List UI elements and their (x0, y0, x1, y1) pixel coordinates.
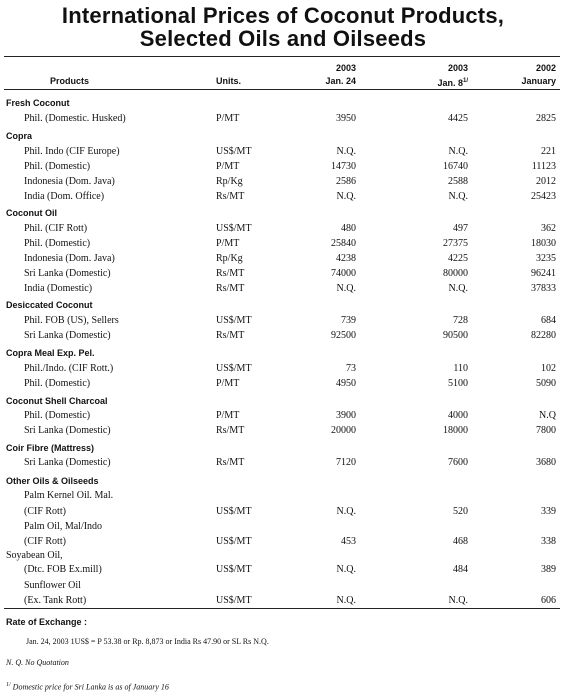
value-2003-jan24: 4238 (336, 253, 356, 264)
category-label: Coconut Oil (6, 208, 57, 218)
unit-cell: Rs/MT (216, 457, 245, 468)
product-name: Palm Oil, Mal/Indo (24, 521, 103, 532)
unit-cell: P/MT (216, 161, 240, 172)
value-2003-jan24: 2586 (336, 176, 356, 187)
value-2003-jan24: 3950 (336, 113, 356, 124)
value-2003-jan24: 92500 (331, 330, 356, 341)
value-2003-jan24: 25840 (331, 238, 356, 249)
no-quotation-note: N. Q. No Quotation (6, 658, 69, 667)
category-label: Other Oils & Oilseeds (6, 476, 99, 486)
unit-cell: Rs/MT (216, 191, 245, 202)
value-2003-jan24: N.Q. (336, 146, 356, 157)
product-name: Sri Lanka (Domestic) (24, 425, 111, 436)
product-name: Phil. (CIF Rott) (24, 223, 88, 234)
value-2002-jan: 37833 (531, 283, 556, 294)
product-name: (CIF Rott) (24, 506, 66, 517)
value-2003-jan24: N.Q. (336, 564, 356, 575)
unit-cell: Rs/MT (216, 283, 245, 294)
unit-cell: P/MT (216, 410, 240, 421)
header-col3-year: 2002 (535, 63, 556, 73)
header-col2-footnote-mark: 1/ (462, 78, 468, 84)
value-2003-jan24: N.Q. (336, 283, 356, 294)
value-2003-jan8: 484 (453, 564, 468, 575)
value-2002-jan: 7800 (536, 425, 556, 436)
unit-cell: Rs/MT (216, 268, 245, 279)
title-line-2: Selected Oils and Oilseeds (139, 26, 427, 51)
unit-cell: US$/MT (216, 363, 252, 374)
unit-cell: US$/MT (216, 564, 252, 575)
header-col3-date: January (521, 76, 556, 86)
product-name: Phil./Indo. (CIF Rott.) (24, 363, 114, 374)
value-2003-jan24: 14730 (331, 161, 356, 172)
product-name: (Dtc. FOB Ex.mill) (24, 564, 102, 575)
value-2003-jan24: 20000 (331, 425, 356, 436)
value-2002-jan: 362 (541, 223, 556, 234)
unit-cell: US$/MT (216, 146, 252, 157)
value-2003-jan24: 73 (346, 363, 356, 374)
category-label: Copra (6, 131, 33, 141)
unit-cell: US$/MT (216, 595, 252, 606)
value-2002-jan: 221 (541, 146, 556, 157)
footnote-text: Domestic price for Sri Lanka is as of January 16 (12, 682, 169, 692)
product-name: Palm Kernel Oil. Mal. (24, 490, 114, 501)
header-products: Products (50, 76, 90, 86)
product-name: Sri Lanka (Domestic) (24, 457, 111, 468)
category-label: Desiccated Coconut (6, 300, 93, 310)
value-2003-jan8: 90500 (443, 330, 468, 341)
value-2003-jan24: 7120 (336, 457, 356, 468)
unit-cell: US$/MT (216, 315, 252, 326)
value-2002-jan: 2012 (536, 176, 556, 187)
product-name: Sunflower Oil (24, 580, 81, 591)
value-2002-jan: 11123 (531, 161, 556, 172)
value-2002-jan: 3235 (536, 253, 556, 264)
footnote (6, 680, 169, 693)
category-label: Copra Meal Exp. Pel. (6, 348, 95, 358)
value-2003-jan8: 468 (453, 536, 468, 547)
value-2003-jan8: N.Q. (448, 283, 468, 294)
unit-cell: P/MT (216, 113, 240, 124)
unit-cell: US$/MT (216, 506, 252, 517)
value-2003-jan24: N.Q. (336, 191, 356, 202)
header-top-rule (4, 56, 560, 57)
value-2003-jan8: N.Q. (448, 191, 468, 202)
value-2003-jan8: 728 (453, 315, 468, 326)
value-2003-jan24: N.Q. (336, 506, 356, 517)
value-2003-jan24: 3900 (336, 410, 356, 421)
page-title (0, 4, 566, 50)
value-2002-jan: 389 (541, 564, 556, 575)
title-line-1: International Prices of Coconut Products, (61, 3, 505, 28)
value-2002-jan: 5090 (536, 378, 556, 389)
product-name: Sri Lanka (Domestic) (24, 330, 111, 341)
value-2003-jan8: 16740 (443, 161, 468, 172)
value-2002-jan: N.Q (539, 410, 556, 421)
product-name: Indonesia (Dom. Java) (24, 253, 115, 264)
category-label: Coir Fibre (Mattress) (6, 443, 95, 453)
exchange-heading: Rate of Exchange : (6, 617, 88, 627)
product-name: Soyabean Oil, (6, 550, 63, 561)
value-2003-jan8: 110 (453, 363, 468, 374)
value-2002-jan: 82280 (531, 330, 556, 341)
value-2003-jan8: 7600 (448, 457, 468, 468)
value-2003-jan24: 739 (341, 315, 356, 326)
value-2003-jan8: 497 (453, 223, 468, 234)
header-col2-date (408, 76, 468, 89)
product-name: Sri Lanka (Domestic) (24, 268, 111, 279)
product-name: (Ex. Tank Rott) (24, 595, 87, 606)
unit-cell: US$/MT (216, 536, 252, 547)
product-name: (CIF Rott) (24, 536, 66, 547)
unit-cell: US$/MT (216, 223, 252, 234)
value-2003-jan8: 18000 (443, 425, 468, 436)
category-label: Fresh Coconut (6, 98, 70, 108)
value-2003-jan24: 4950 (336, 378, 356, 389)
value-2003-jan8: 4225 (448, 253, 468, 264)
value-2002-jan: 96241 (531, 268, 556, 279)
value-2003-jan8: 80000 (443, 268, 468, 279)
value-2003-jan8: N.Q. (448, 595, 468, 606)
value-2002-jan: 102 (541, 363, 556, 374)
value-2003-jan8: 27375 (443, 238, 468, 249)
unit-cell: Rs/MT (216, 330, 245, 341)
unit-cell: P/MT (216, 238, 240, 249)
header-col2-year: 2003 (447, 63, 468, 73)
header-col1-year: 2003 (335, 63, 356, 73)
product-name: Phil. (Domestic) (24, 161, 91, 172)
product-name: Phil. (Domestic) (24, 410, 91, 421)
value-2003-jan24: N.Q. (336, 595, 356, 606)
product-name: India (Domestic) (24, 283, 93, 294)
product-name: India (Dom. Office) (24, 191, 105, 202)
value-2002-jan: 3680 (536, 457, 556, 468)
value-2003-jan24: 74000 (331, 268, 356, 279)
product-name: Indonesia (Dom. Java) (24, 176, 115, 187)
product-name: Phil. (Domestic) (24, 238, 91, 249)
category-label: Coconut Shell Charcoal (6, 396, 108, 406)
header-bottom-rule (4, 89, 560, 90)
product-name: Phil. FOB (US), Sellers (24, 315, 119, 326)
value-2002-jan: 2825 (536, 113, 556, 124)
table-bottom-rule (4, 608, 560, 609)
value-2002-jan: 25423 (531, 191, 556, 202)
value-2003-jan8: 4425 (448, 113, 468, 124)
value-2002-jan: 339 (541, 506, 556, 517)
value-2002-jan: 684 (541, 315, 556, 326)
unit-cell: Rp/Kg (216, 253, 243, 264)
value-2003-jan24: 453 (341, 536, 356, 547)
header-col2-date-text: Jan. 8 (437, 78, 463, 88)
value-2003-jan24: 480 (341, 223, 356, 234)
product-name: Phil. Indo (CIF Europe) (24, 146, 120, 157)
header-units: Units. (216, 76, 242, 86)
unit-cell: P/MT (216, 378, 240, 389)
footnote-mark: 1/ (6, 682, 11, 688)
value-2002-jan: 606 (541, 595, 556, 606)
value-2003-jan8: 5100 (448, 378, 468, 389)
unit-cell: Rs/MT (216, 425, 245, 436)
value-2003-jan8: 520 (453, 506, 468, 517)
value-2003-jan8: 2588 (448, 176, 468, 187)
value-2003-jan8: 4000 (448, 410, 468, 421)
header-col1-date: Jan. 24 (325, 76, 356, 86)
value-2002-jan: 338 (541, 536, 556, 547)
value-2003-jan8: N.Q. (448, 146, 468, 157)
exchange-text: Jan. 24, 2003 1US$ = P 53.38 or Rp. 8,873 or India Rs 47.90 or SL Rs N.Q. (26, 637, 269, 646)
unit-cell: Rp/Kg (216, 176, 243, 187)
product-name: Phil. (Domestic) (24, 378, 91, 389)
product-name: Phil. (Domestic. Husked) (24, 113, 126, 124)
value-2002-jan: 18030 (531, 238, 556, 249)
